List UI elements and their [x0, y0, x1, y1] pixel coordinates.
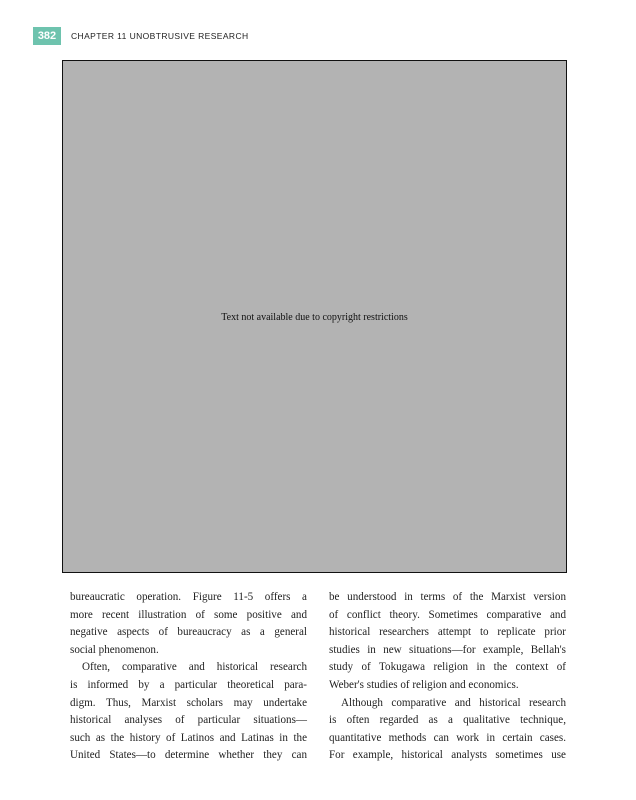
text-line: For example, historical analysts sometimes use	[329, 749, 566, 762]
text-line: digm. Thus, Marxist scholars may undertake	[70, 696, 307, 709]
text-line: United States—to determine whether they can	[70, 749, 307, 762]
text-line: Although comparative and historical research	[341, 696, 566, 709]
text-line: Weber's studies of religion and economics.	[329, 678, 519, 691]
text-line: historical analyses of particular situations—	[70, 714, 307, 727]
running-head: CHAPTER 11 UNOBTRUSIVE RESEARCH	[71, 31, 249, 41]
text-line: negative aspects of bureaucracy as a general	[70, 626, 307, 639]
right-column	[329, 589, 566, 765]
text-line: more recent illustration of some positive and	[70, 608, 307, 621]
copyright-notice: Text not available due to copyright restrictions	[221, 312, 408, 323]
text-line: bureaucratic operation. Figure 11-5 offers a	[70, 591, 307, 603]
text-line: is informed by a particular theoretical para-	[70, 678, 307, 691]
text-line: of conflict theory. Sometimes comparative and	[329, 608, 566, 621]
figure-placeholder	[62, 60, 567, 573]
text-line: quantitative methods can work in certain cases.	[329, 731, 566, 744]
page-number: 382	[33, 27, 61, 45]
text-line: historical researchers attempt to replicate prior	[329, 626, 566, 639]
text-line: studies in new situations—for example, Bellah's	[329, 643, 566, 656]
text-line: such as the history of Latinos and Latinas in the	[70, 731, 307, 744]
text-line: study of Tokugawa religion in the context of	[329, 661, 566, 674]
text-line: Often, comparative and historical research	[82, 661, 307, 674]
text-line: social phenomenon.	[70, 643, 159, 656]
text-line: be understood in terms of the Marxist version	[329, 591, 566, 603]
text-line: is often regarded as a qualitative technique,	[329, 714, 566, 727]
left-column	[70, 589, 307, 765]
